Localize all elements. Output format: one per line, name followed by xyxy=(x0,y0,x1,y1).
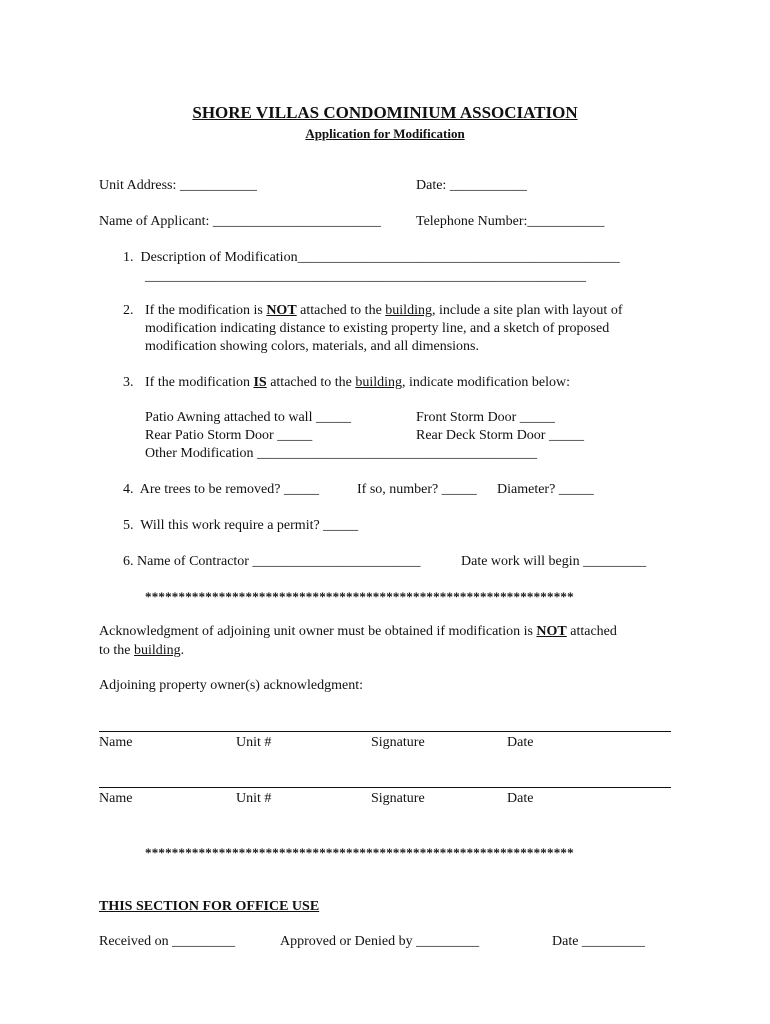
sig-row-2-unit-label: Unit # xyxy=(236,791,272,806)
ack-text-c: to the xyxy=(99,643,134,658)
item-3-text-c: , indicate modification below: xyxy=(402,375,570,390)
work-begin-date-field[interactable]: Date work will begin _________ xyxy=(461,554,647,569)
sig-row-1-unit-label: Unit # xyxy=(236,735,272,750)
signature-line-2[interactable] xyxy=(99,787,671,788)
acknowledgment-line-2 xyxy=(99,642,184,660)
item-3-building: building xyxy=(355,375,403,390)
page-title: SHORE VILLAS CONDOMINIUM ASSOCIATION xyxy=(192,103,578,122)
rear-patio-storm-door-field[interactable]: Rear Patio Storm Door _____ xyxy=(145,428,313,443)
description-field[interactable]: 1. Description of Modification______________________________________________ xyxy=(123,250,620,265)
item-2-number: 2. xyxy=(123,303,134,318)
patio-awning-field[interactable]: Patio Awning attached to wall _____ xyxy=(145,410,351,425)
item-2-line-1 xyxy=(145,302,622,320)
description-line-2[interactable]: _______________________________________________________________ xyxy=(145,269,586,284)
item-3-text-a: If the modification xyxy=(145,375,254,390)
item-2-line-3: modification showing colors, materials, and all dimensions. xyxy=(145,339,479,354)
ack-text-d: . xyxy=(180,643,185,658)
acknowledgment-line-1 xyxy=(99,623,617,641)
office-use-heading: THIS SECTION FOR OFFICE USE xyxy=(99,899,320,914)
page-subtitle: Application for Modification xyxy=(305,126,465,141)
item-2-not-emphasis: NOT xyxy=(266,303,297,318)
separator-stars-2: **************************************************************** xyxy=(145,845,574,860)
contractor-field[interactable]: 6. Name of Contractor ________________________ xyxy=(123,554,421,569)
item-3-text-b: attached to the xyxy=(266,375,356,390)
item-2-text-a: If the modification is xyxy=(145,303,267,318)
sig-row-2-date-label: Date xyxy=(507,791,534,806)
tree-number-field[interactable]: If so, number? _____ xyxy=(357,482,477,497)
ack-building: building xyxy=(134,643,181,658)
item-2-text-c: , include a site plan with layout of xyxy=(431,303,623,318)
other-modification-field[interactable]: Other Modification ________________________________________ xyxy=(145,446,537,461)
approved-denied-field[interactable]: Approved or Denied by _________ xyxy=(280,934,480,949)
tree-diameter-field[interactable]: Diameter? _____ xyxy=(497,482,594,497)
unit-address-field[interactable]: Unit Address: ___________ xyxy=(99,178,257,193)
office-date-field[interactable]: Date _________ xyxy=(552,934,645,949)
applicant-name-field[interactable]: Name of Applicant: ________________________ xyxy=(99,214,381,229)
sig-row-2-name-label: Name xyxy=(99,791,133,806)
rear-deck-storm-door-field[interactable]: Rear Deck Storm Door _____ xyxy=(416,428,584,443)
ack-text-b: attached xyxy=(566,624,617,639)
telephone-field[interactable]: Telephone Number:___________ xyxy=(416,214,605,229)
separator-stars: **************************************************************** xyxy=(145,589,574,604)
adjoining-label: Adjoining property owner(s) acknowledgment: xyxy=(99,678,363,693)
item-3-is-emphasis: IS xyxy=(253,375,267,390)
signature-line-1[interactable] xyxy=(99,731,671,732)
sig-row-1-signature-label: Signature xyxy=(371,735,425,750)
item-3-line xyxy=(145,374,570,392)
item-2-text-b: attached to the xyxy=(296,303,386,318)
front-storm-door-field[interactable]: Front Storm Door _____ xyxy=(416,410,555,425)
trees-removed-field[interactable]: 4. Are trees to be removed? _____ xyxy=(123,482,319,497)
item-2-building: building xyxy=(385,303,432,318)
sig-row-1-name-label: Name xyxy=(99,735,133,750)
received-on-field[interactable]: Received on _________ xyxy=(99,934,236,949)
date-field[interactable]: Date: ___________ xyxy=(416,178,527,193)
permit-field[interactable]: 5. Will this work require a permit? _____ xyxy=(123,518,359,533)
sig-row-2-signature-label: Signature xyxy=(371,791,425,806)
sig-row-1-date-label: Date xyxy=(507,735,534,750)
ack-not-emphasis: NOT xyxy=(536,624,567,639)
item-3-number: 3. xyxy=(123,375,134,390)
item-2-line-2: modification indicating distance to existing property line, and a sketch of proposed xyxy=(145,321,610,336)
ack-text-a: Acknowledgment of adjoining unit owner must be obtained if modification is xyxy=(99,624,537,639)
